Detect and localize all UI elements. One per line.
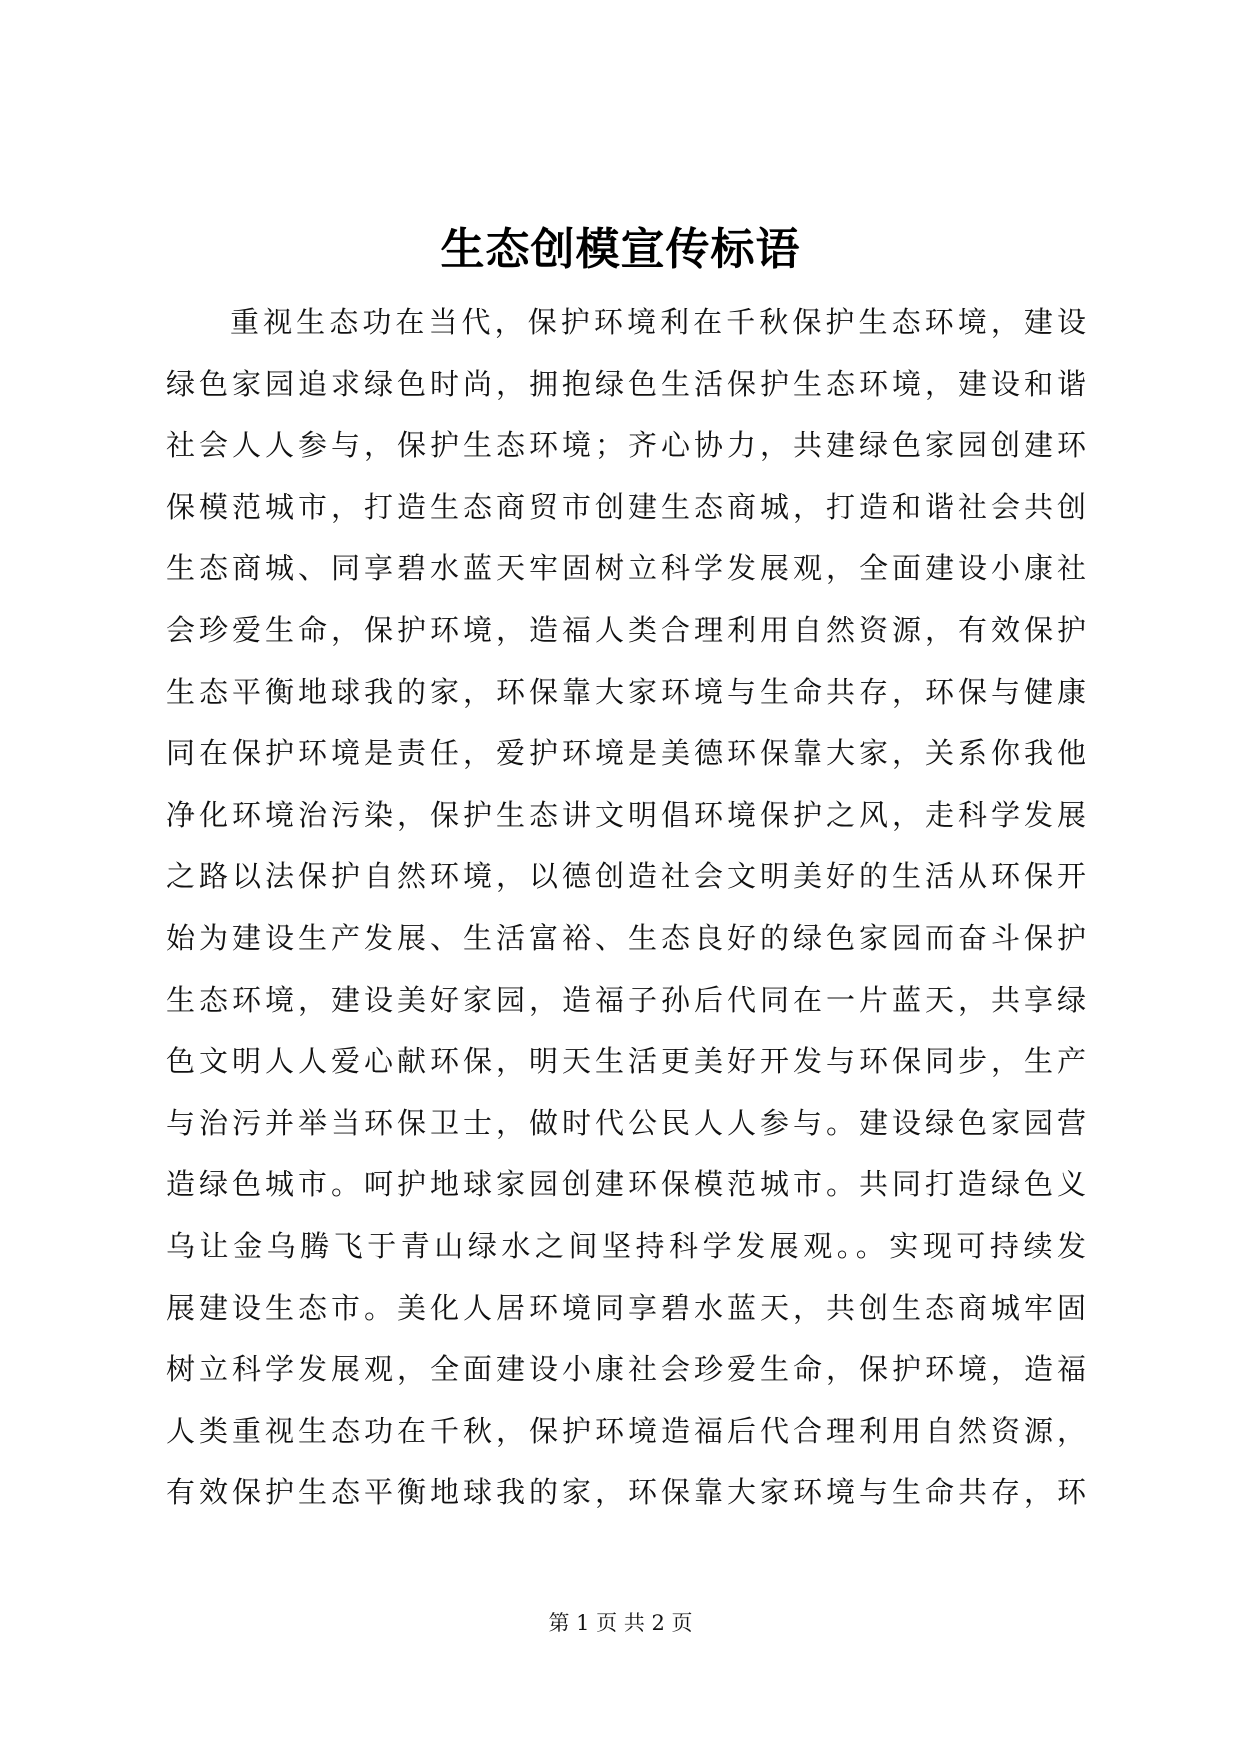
body-line: 重视生态功在当代，保护环境利在千秋保护生态环境，建设 — [230, 305, 1086, 339]
document-title: 生态创模宣传标语 — [440, 224, 801, 275]
body-line: 生态平衡地球我的家，环保靠大家环境与生命共存，环保与健康 — [166, 674, 1086, 709]
body-line: 生态商城、同享碧水蓝天牢固树立科学发展观，全面建设小康社 — [166, 551, 1086, 586]
body-line: 生态环境，建设美好家园，造福子孙后代同在一片蓝天，共享绿 — [166, 982, 1086, 1017]
body-line: 与治污并举当环保卫士，做时代公民人人参与。建设绿色家园营 — [166, 1105, 1086, 1140]
body-line: 保模范城市，打造生态商贸市创建生态商城，打造和谐社会共创 — [166, 489, 1086, 524]
body-line: 绿色家园追求绿色时尚，拥抱绿色生活保护生态环境，建设和谐 — [166, 366, 1086, 401]
page-footer: 第 1 页 共 2 页 — [548, 1611, 693, 1635]
document-body — [166, 292, 1086, 1524]
body-line: 树立科学发展观，全面建设小康社会珍爱生命，保护环境，造福 — [166, 1352, 1086, 1387]
body-line: 之路以法保护自然环境，以德创造社会文明美好的生活从环保开 — [166, 859, 1086, 894]
body-line: 展建设生态市。美化人居环境同享碧水蓝天，共创生态商城牢固 — [166, 1290, 1086, 1325]
body-line: 人类重视生态功在千秋，保护环境造福后代合理利用自然资源， — [166, 1413, 1086, 1448]
body-line: 会珍爱生命，保护环境，造福人类合理利用自然资源，有效保护 — [166, 612, 1086, 647]
body-line: 造绿色城市。呵护地球家园创建环保模范城市。共同打造绿色义 — [166, 1167, 1086, 1202]
body-line: 有效保护生态平衡地球我的家，环保靠大家环境与生命共存，环 — [166, 1475, 1086, 1510]
body-line: 同在保护环境是责任，爱护环境是美德环保靠大家，关系你我他 — [166, 736, 1086, 771]
body-line: 社会人人参与，保护生态环境；齐心协力，共建绿色家园创建环 — [166, 428, 1086, 463]
body-line: 净化环境治污染，保护生态讲文明倡环境保护之风，走科学发展 — [166, 797, 1086, 832]
body-line: 乌让金乌腾飞于青山绿水之间坚持科学发展观。。实现可持续发 — [166, 1228, 1086, 1263]
body-line: 始为建设生产发展、生活富裕、生态良好的绿色家园而奋斗保护 — [166, 920, 1086, 955]
body-line: 色文明人人爱心献环保，明天生活更美好开发与环保同步，生产 — [166, 1044, 1086, 1079]
